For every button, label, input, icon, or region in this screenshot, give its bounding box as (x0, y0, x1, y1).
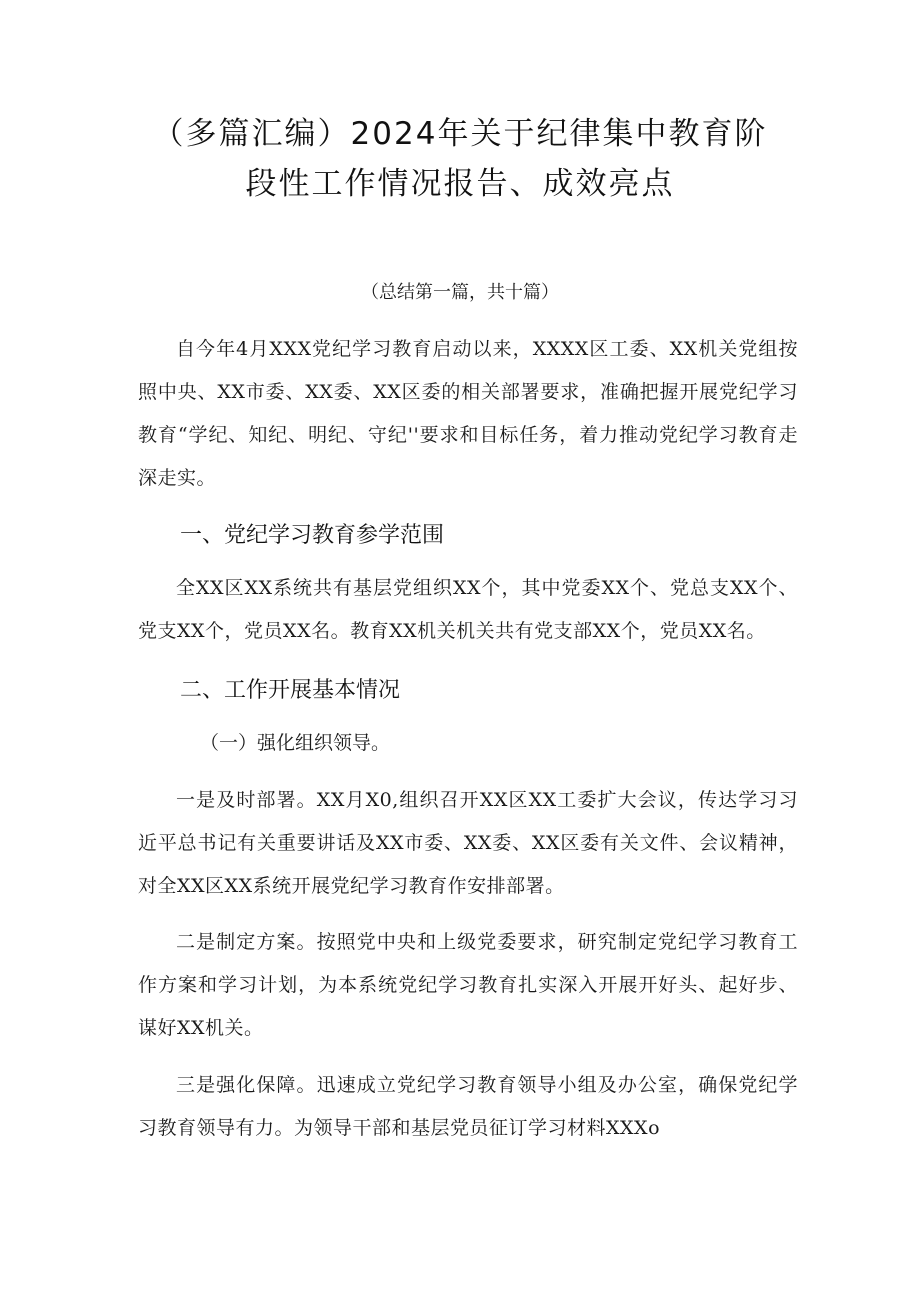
document-title-line-1: （多篇汇编）2024年关于纪律集中教育阶 (152, 116, 768, 152)
section-2-heading: 二、工作开展基本情况 (180, 678, 401, 703)
section-1-body: 全XX区XX系统共有基层党组织XX个，其中党委XX个、党总支XX个、党支XX个，党员XX名。教育XX机关机关共有党支部XX个，党员XX名。 (138, 577, 798, 642)
document-subtitle: （总结第一篇，共十篇） (361, 282, 559, 303)
section-1-heading: 一、党纪学习教育参学范围 (180, 523, 445, 548)
item-3-paragraph: 三是强化保障。迅速成立党纪学习教育领导小组及办公室，确保党纪学习教育领导有力。为领导干部和基层党员征订学习材料XXXo (138, 1074, 798, 1139)
item-1-paragraph: 一是及时部署。XX月X0,组织召开XX区XX工委扩大会议，传达学习习近平总书记有关重要讲话及XX市委、XX委、XX区委有关文件、会议精神，对全XX区XX系统开展党纪学习教育作安排部署。 (138, 789, 798, 897)
intro-paragraph: 自今年4月XXX党纪学习教育启动以来，XXXX区工委、XX机关党组按照中央、XX市委、XX委、XX区委的相关部署要求，准确把握开展党纪学习教育“学纪、知纪、明纪、守纪''要求和目标任务，着力推动党纪学习教育走深走实。 (138, 338, 798, 489)
document-title-line-2: 段性工作情况报告、成效亮点 (245, 166, 675, 202)
section-2-subheading-1: （一）强化组织领导。 (200, 732, 391, 754)
item-2-paragraph: 二是制定方案。按照党中央和上级党委要求，研究制定党纪学习教育工作方案和学习计划，为本系统党纪学习教育扎实深入开展开好头、起好步、谋好XX机关。 (138, 931, 798, 1039)
